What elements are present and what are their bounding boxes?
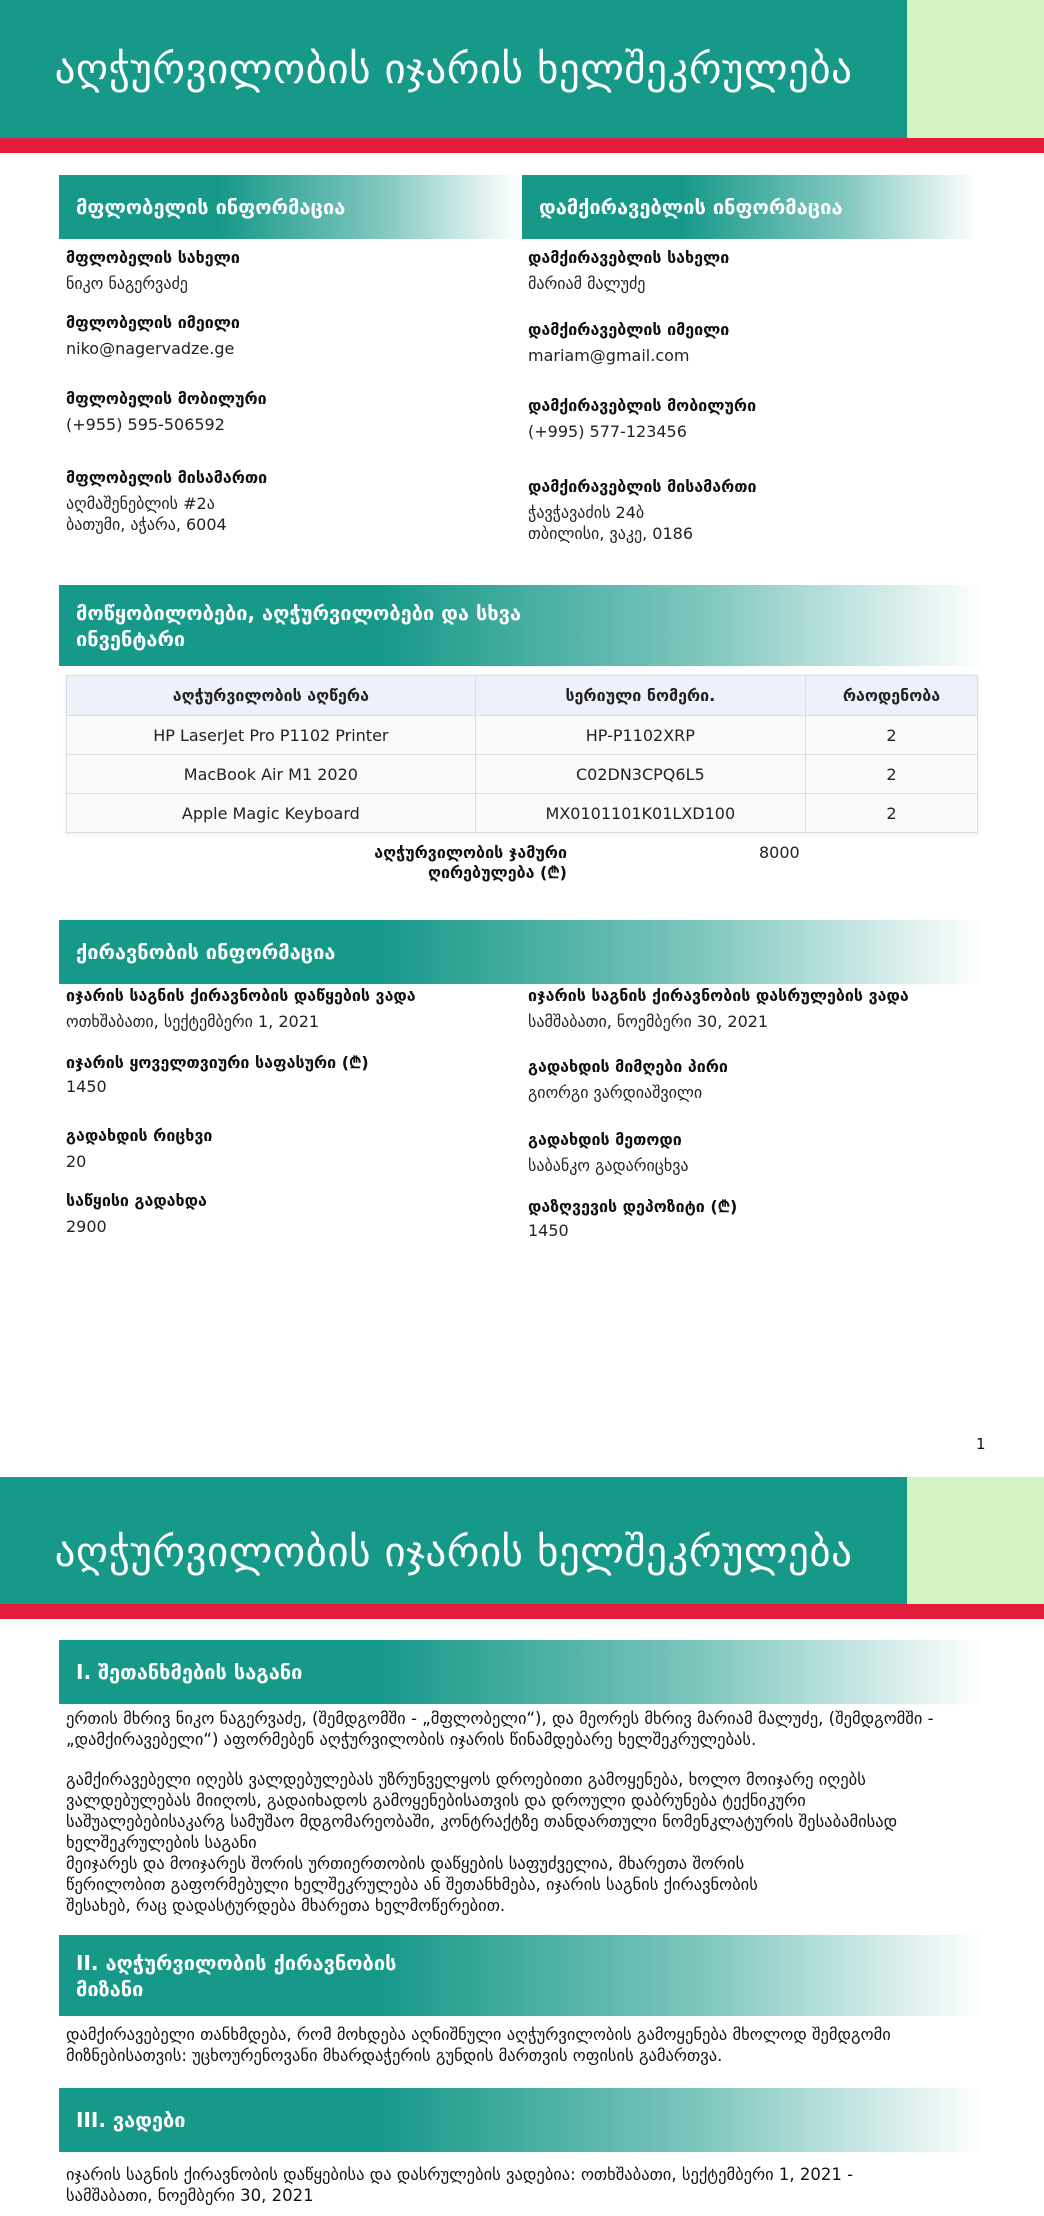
table-cell: HP LaserJet Pro P1102 Printer (67, 716, 476, 755)
table-cell: 2 (805, 755, 977, 794)
owner-name-label: მფლობელის სახელი (66, 248, 240, 267)
table-cell: 2 (805, 794, 977, 833)
subject-paragraph-2: გამქირავებელი იღებს ვალდებულებას უზრუნველყოს დროებითი გამოყენება, ხოლო მოიჯარე იღებს ვალდებულებას მიიღოს, გადაიხადოს გამოყენებისათვის და დროული დაბრუნება ტექნიკური საშუალებებისაკარგ სამუშაო მდგომარეობაში, კონტრაქტზე თანდართული ნომენკლატურის შესაბამისად ხელშეკრულების საგანი მეიჯარეს და მოიჯარეს შორის ურთიერთობის დაწყების საფუძველია, მხარეთა შორის წერილობით გაფორმებული ხელშეკრულება ან შეთანხმება, იჯარის საგნის ქირავნობის შესახებ, რაც დადასტურდება მხარეთა ხელმოწერებით. (66, 1770, 898, 1915)
table-cell: 2 (805, 716, 977, 755)
column-header-serial: სერიული ნომერი. (475, 676, 805, 716)
renter-name: მარიამ მალუძე (528, 274, 646, 293)
header-red-stripe (0, 138, 1044, 153)
header-banner (0, 0, 1044, 138)
renter-name-label: დამქირავებლის სახელი (528, 248, 730, 267)
purpose-title-line1: II. აღჭურვილობის ქირავნობის (76, 1950, 397, 1975)
initial-payment: 2900 (66, 1217, 107, 1236)
terms-paragraph: იჯარის საგნის ქირავნობის დაწყებისა და დასრულების ვადებია: ოთხშაბათი, სექტემბერი 1, 2021 - სამშაბათი, ნოემბერი 30, 2021 (66, 2165, 854, 2205)
pay-day: 20 (66, 1152, 87, 1171)
inventory-table (66, 675, 978, 833)
owner-address-label: მფლობელის მისამართი (66, 468, 268, 487)
monthly-fee-label: იჯარის ყოველთვიური საფასური (₾) (66, 1053, 369, 1072)
inventory-total-value: 8000 (759, 843, 800, 862)
page-number: 1 (976, 1435, 986, 1453)
table-header-row (67, 676, 978, 716)
owner-section-header: მფლობელის ინფორმაცია (59, 175, 519, 239)
purpose-title-line2: მიზანი (76, 1976, 144, 2001)
payment-method: საბანკო გადარიცხვა (528, 1156, 689, 1175)
renter-address-line2: თბილისი, ვაკე, 0186 (528, 524, 694, 543)
banner-accent-block (907, 0, 1044, 138)
pay-day-label: გადახდის რიცხვი (66, 1126, 213, 1145)
deposit-label: დაზღვევის დეპოზიტი (₾) (528, 1197, 738, 1216)
renter-email-label: დამქირავებლის იმეილი (528, 320, 730, 339)
inventory-section-header: მოწყობილობები, აღჭურვილობები და სხვა ინვენტარი (59, 585, 985, 666)
rental-end-label: იჯარის საგნის ქირავნობის დასრულების ვადა (528, 986, 909, 1005)
payee-label: გადახდის მიმღები პირი (528, 1057, 728, 1076)
owner-name: ნიკო ნაგერვაძე (66, 274, 188, 293)
table-cell: MacBook Air M1 2020 (67, 755, 476, 794)
document-title: აღჭურვილობის იჯარის ხელშეკრულება (54, 45, 853, 93)
monthly-fee: 1450 (66, 1077, 107, 1096)
section-terms-header: III. ვადები (59, 2088, 985, 2152)
owner-phone-label: მფლობელის მობილური (66, 389, 267, 408)
renter-address-label: დამქირავებლის მისამართი (528, 477, 757, 496)
column-header-description: აღჭურვილობის აღწერა (67, 676, 476, 716)
subject-paragraph-1: ერთის მხრივ ნიკო ნაგერვაძე, (შემდგომში - „მფლობელი“), და მეორეს მხრივ მარიამ მალუძე, (შემდგომში - „დამქირავებელი“) აფორმებენ აღჭურვილობის იჯარის წინამდებარე ხელშეკრულებას. (66, 1709, 934, 1749)
initial-payment-label: საწყისი გადახდა (66, 1191, 207, 1210)
purpose-paragraph: დამქირავებელი თანხმდება, რომ მოხდება აღნიშნული აღჭურვილობის გამოყენება მხოლოდ შემდგომი მიზნებისათვის: უცხოურენოვანი მხარდაჭერის გუნდის მართვის ოფისის გამართვა. (66, 2025, 891, 2065)
rental-start-label: იჯარის საგნის ქირავნობის დაწყების ვადა (66, 986, 416, 1005)
renter-email: mariam@gmail.com (528, 346, 690, 365)
owner-email-label: მფლობელის იმეილი (66, 313, 240, 332)
renter-phone-label: დამქირავებლის მობილური (528, 396, 757, 415)
column-header-quantity: რაოდენობა (805, 676, 977, 716)
table-cell: HP-P1102XRP (475, 716, 805, 755)
table-row (67, 794, 978, 833)
rental-end: სამშაბათი, ნოემბერი 30, 2021 (528, 1012, 769, 1031)
section-purpose-header (59, 1935, 985, 2016)
banner-accent-block (907, 1477, 1044, 1615)
page2-header-banner (0, 1477, 1044, 1615)
total-label-line1: აღჭურვილობის ჯამური (374, 843, 567, 862)
table-row (67, 755, 978, 794)
deposit: 1450 (528, 1221, 569, 1240)
table-cell: C02DN3CPQ6L5 (475, 755, 805, 794)
owner-address-line1: აღმაშენებლის #2ა (66, 494, 215, 513)
owner-address-line2: ბათუმი, აჭარა, 6004 (66, 515, 227, 534)
payee: გიორგი ვარდიაშვილი (528, 1083, 703, 1102)
inventory-total-label (300, 843, 567, 883)
rental-start: ოთხშაბათი, სექტემბერი 1, 2021 (66, 1012, 320, 1031)
table-cell: Apple Magic Keyboard (67, 794, 476, 833)
renter-section-header: დამქირავებლის ინფორმაცია (522, 175, 978, 239)
table-row (67, 716, 978, 755)
payment-method-label: გადახდის მეთოდი (528, 1130, 682, 1149)
total-label-line2: ღირებულება (₾) (427, 863, 567, 882)
section-subject-header: I. შეთანხმების საგანი (59, 1640, 985, 1704)
page2-document-title: აღჭურვილობის იჯარის ხელშეკრულება (54, 1528, 853, 1576)
table-cell: MX0101101K01LXD100 (475, 794, 805, 833)
renter-phone: (+995) 577-123456 (528, 422, 687, 441)
owner-phone: (+955) 595-506592 (66, 415, 225, 434)
page2-header-red-stripe (0, 1604, 1044, 1619)
rental-section-header: ქირავნობის ინფორმაცია (59, 920, 985, 984)
owner-email: niko@nagervadze.ge (66, 339, 235, 358)
renter-address-line1: ჭავჭავაძის 24ბ (528, 503, 645, 522)
